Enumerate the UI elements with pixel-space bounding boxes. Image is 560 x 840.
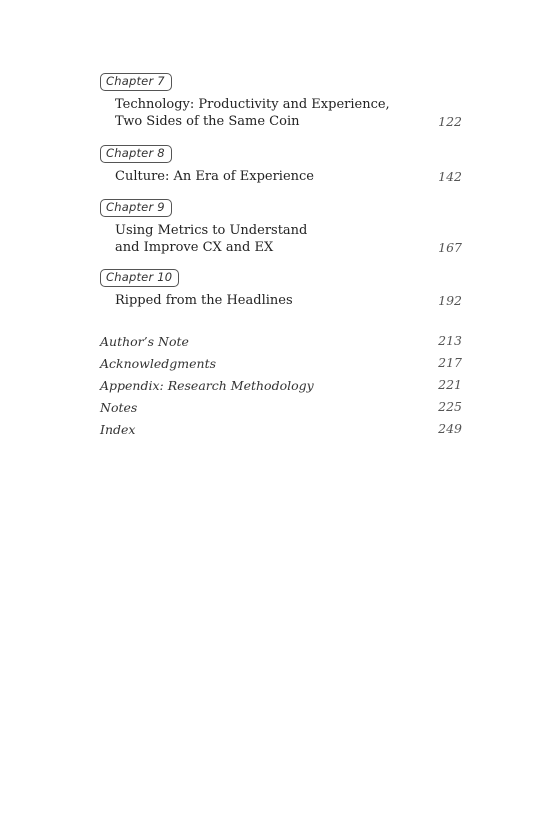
chapter-label: Chapter 8: [100, 145, 172, 163]
chapter-page-number: 192: [438, 293, 462, 308]
back-matter-page-number: 221: [438, 377, 462, 392]
chapter-title-line: Technology: Productivity and Experience,: [115, 97, 390, 112]
back-matter-title: Appendix: Research Methodology: [100, 378, 314, 393]
chapter-page-number: 167: [438, 240, 462, 255]
back-matter-page-number: 249: [438, 421, 462, 436]
back-matter-item: [100, 418, 462, 440]
back-matter-title: Index: [100, 422, 136, 437]
chapter-title: [115, 222, 415, 256]
chapter-label: Chapter 9: [100, 199, 172, 217]
chapter-title-line: Culture: An Era of Experience: [115, 169, 314, 184]
back-matter-item: [100, 374, 462, 396]
back-matter-item: [100, 330, 462, 352]
chapter-title-line: Two Sides of the Same Coin: [115, 114, 300, 129]
back-matter-title: Acknowledgments: [100, 356, 217, 371]
back-matter-list: [100, 330, 462, 440]
back-matter-page-number: 225: [438, 399, 462, 414]
chapter-title: [115, 96, 415, 130]
chapter-label: Chapter 7: [100, 73, 172, 91]
toc-chapter-10: [100, 266, 462, 309]
toc-chapter-7: [100, 70, 462, 130]
chapter-title-line: and Improve CX and EX: [115, 240, 274, 255]
toc-chapter-8: [100, 142, 462, 185]
back-matter-page-number: 217: [438, 355, 462, 370]
chapter-title-line: Ripped from the Headlines: [115, 293, 293, 308]
back-matter-page-number: 213: [438, 333, 462, 348]
chapter-title-line: Using Metrics to Understand: [115, 223, 308, 238]
back-matter-item: [100, 352, 462, 374]
chapter-page-number: 122: [438, 114, 462, 129]
back-matter-item: [100, 396, 462, 418]
toc-chapter-9: [100, 196, 462, 256]
back-matter-title: Author’s Note: [100, 334, 189, 349]
back-matter-title: Notes: [100, 400, 138, 415]
chapter-label: Chapter 10: [100, 269, 179, 287]
chapter-title: [115, 168, 415, 185]
chapter-page-number: 142: [438, 169, 462, 184]
chapter-title: [115, 292, 415, 309]
